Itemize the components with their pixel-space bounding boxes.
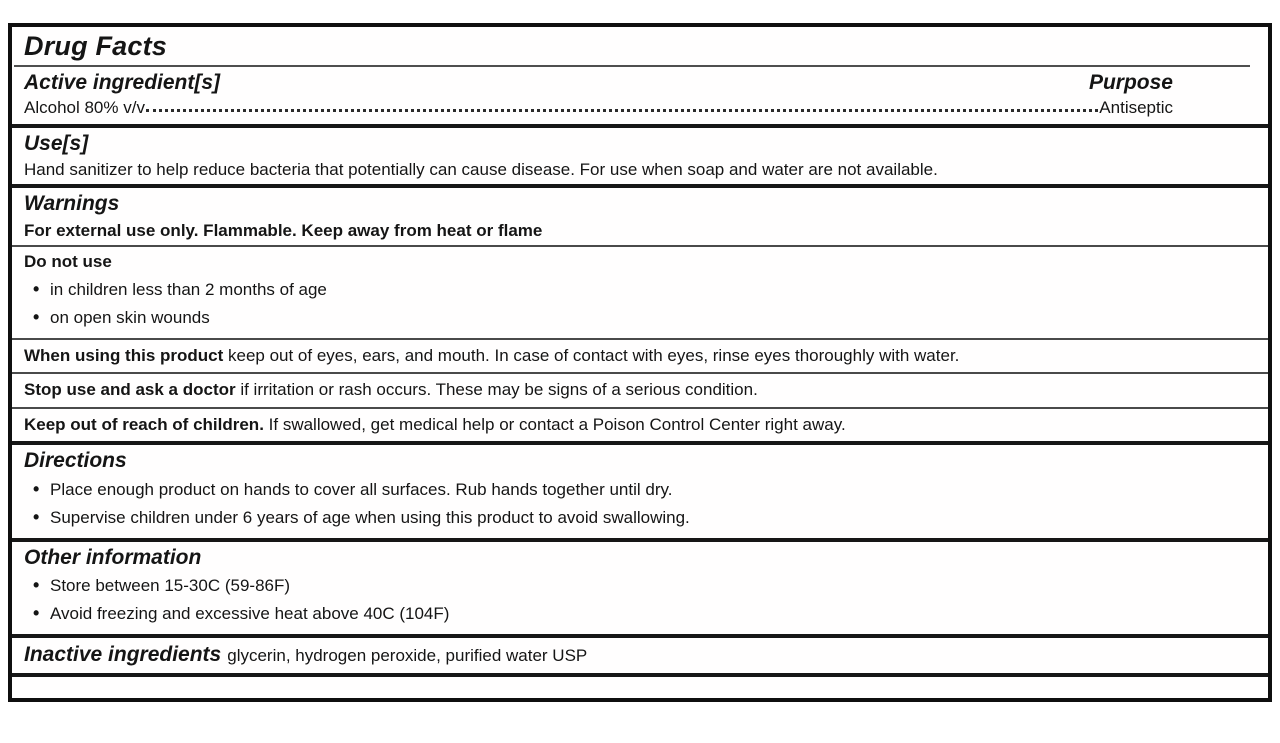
list-item: • Avoid freezing and excessive heat above 40C (104F) <box>24 600 1256 629</box>
uses-heading: Use[s] <box>24 131 89 155</box>
warnings-flammable-text: For external use only. Flammable. Keep away from heat or flame <box>24 220 543 240</box>
uses-text: Hand sanitizer to help reduce bacteria that potentially can cause disease. For use when soap and water are not available. <box>24 159 938 179</box>
label-title: Drug Facts <box>24 31 168 61</box>
drug-facts-label <box>8 23 1272 702</box>
when-using-text: keep out of eyes, ears, and mouth. In case of contact with eyes, rinse eyes thoroughly with water. <box>223 345 960 365</box>
purpose-value: Antiseptic <box>1099 97 1173 117</box>
ingredient-name: Alcohol 80% v/v <box>24 97 145 117</box>
directions-heading: Directions <box>24 449 127 473</box>
list-item: • on open skin wounds <box>24 304 1256 333</box>
list-item: • in children less than 2 months of age <box>24 276 1256 305</box>
empty-bottom-row <box>12 673 1268 699</box>
inactive-ingredients-section <box>12 634 1268 674</box>
directions-list <box>24 476 1256 533</box>
uses-section <box>12 124 1268 185</box>
warnings-do-not-use <box>12 245 1268 338</box>
warnings-when-using <box>12 338 1268 373</box>
stop-use-lead: Stop use and ask a doctor <box>24 380 236 400</box>
purpose-heading: Purpose <box>1088 71 1173 95</box>
dotted-leader <box>146 109 1098 112</box>
inactive-ingredients-text: glycerin, hydrogen peroxide, purified water USP <box>227 645 588 665</box>
warnings-keep-out <box>12 407 1268 442</box>
keep-out-lead: Keep out of reach of children. <box>24 414 264 434</box>
active-ingredient-header-row <box>12 67 1268 96</box>
stop-use-text: if irritation or rash occurs. These may be signs of a serious condition. <box>235 380 758 400</box>
list-item: • Store between 15-30C (59-86F) <box>24 572 1256 601</box>
other-information-section <box>12 538 1268 634</box>
active-ingredient-heading: Active ingredient[s] <box>24 71 221 95</box>
do-not-use-list <box>24 276 1256 333</box>
list-item: • Place enough product on hands to cover all surfaces. Rub hands together until dry. <box>24 476 1256 505</box>
directions-section <box>12 441 1268 537</box>
warnings-heading: Warnings <box>24 192 120 216</box>
inactive-ingredients-heading: Inactive ingredients <box>24 642 222 666</box>
warnings-section <box>12 184 1268 245</box>
other-information-heading: Other information <box>24 545 202 569</box>
other-information-list <box>24 572 1256 629</box>
keep-out-text: If swallowed, get medical help or contact a Poison Control Center right away. <box>263 414 846 434</box>
warnings-stop-use <box>12 372 1268 407</box>
when-using-lead: When using this product <box>24 345 224 365</box>
active-ingredient-value-row <box>12 97 1268 124</box>
do-not-use-lead: Do not use <box>24 252 112 272</box>
list-item: • Supervise children under 6 years of age when using this product to avoid swallowing. <box>24 504 1256 533</box>
